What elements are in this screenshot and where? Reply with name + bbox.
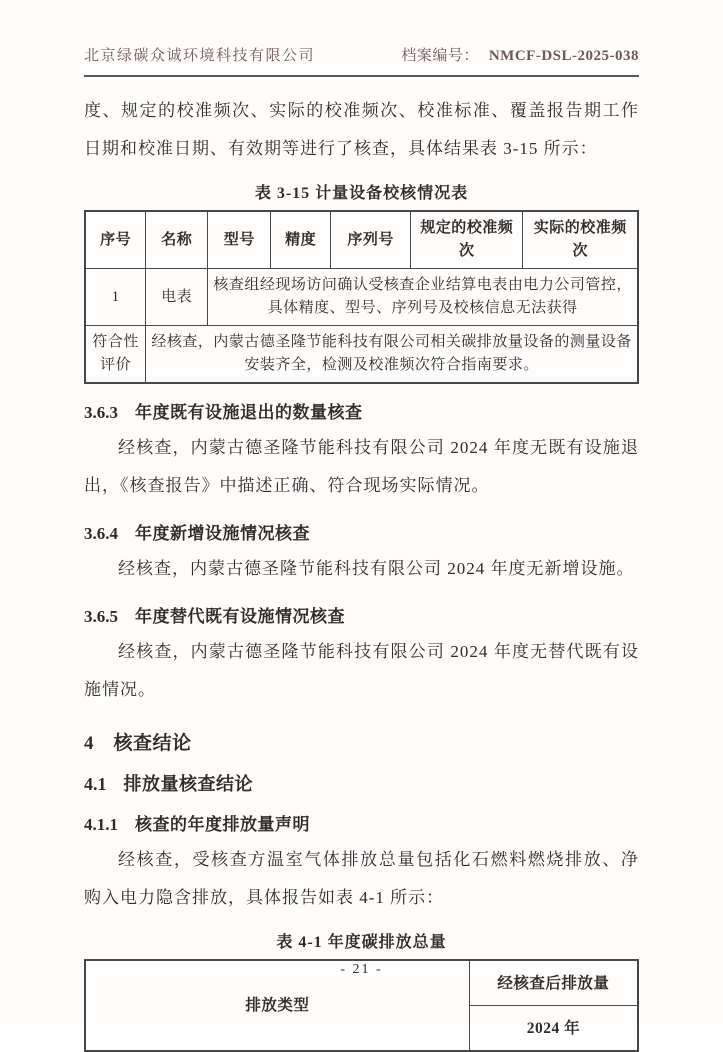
archive-number-value: NMCF-DSL-2025-038 <box>488 48 639 64</box>
col-header-actual-freq: 实际的校准频次 <box>523 211 638 269</box>
section-number: 4.1 <box>84 774 107 794</box>
col-header-model: 型号 <box>208 211 271 269</box>
col-header-required-freq: 规定的校准频次 <box>411 211 523 269</box>
table-row <box>85 326 638 384</box>
cell-seq: 1 <box>85 269 146 326</box>
cell-verified-emission: 经核查后排放量 <box>469 960 638 1006</box>
table-row <box>85 269 638 326</box>
table-3-15-caption: 表 3-15 计量设备校核情况表 <box>254 185 469 202</box>
col-header-precision: 精度 <box>271 211 331 269</box>
section-heading-4-1-1 <box>84 810 639 835</box>
col-header-seq: 序号 <box>85 211 146 269</box>
section-number: 3.6.4 <box>84 524 118 543</box>
section-paragraph-3-6-5: 经核查，内蒙古德圣隆节能科技有限公司 2024 年度无替代既有设施情况。 <box>84 642 639 699</box>
section-title: 核查的年度排放量声明 <box>135 815 310 834</box>
section-title: 核查结论 <box>113 733 192 754</box>
section-number: 3.6.5 <box>84 607 118 626</box>
section-heading-3-6-5 <box>84 602 639 627</box>
page-number: - 21 - <box>340 962 383 977</box>
section-number: 4 <box>84 733 94 754</box>
section-heading-4 <box>84 728 639 755</box>
table-4-1-caption: 表 4-1 年度碳排放总量 <box>276 934 447 951</box>
cell-meter-detail: 核查组经现场访问确认受核查企业结算电表由电力公司管控，具体精度、型号、序列号及校核信息无法获得 <box>208 269 638 326</box>
section-paragraph-3-6-3: 经核查，内蒙古德圣隆节能科技有限公司 2024 年度无既有设施退出，《核查报告》中描述正确、符合现场实际情况。 <box>84 438 639 495</box>
cell-year: 2024 年 <box>469 1006 638 1052</box>
section-title: 年度既有设施退出的数量核查 <box>135 403 363 422</box>
section-paragraph-4-1-1: 经核查，受核查方温室气体排放总量包括化石燃料燃烧排放、净购入电力隐含排放，具体报告如表 4-1 所示： <box>84 850 639 907</box>
section-title: 年度替代既有设施情况核查 <box>135 607 345 626</box>
archive-number <box>401 44 639 65</box>
cell-conformity-detail: 经核查，内蒙古德圣隆节能科技有限公司相关碳排放量设备的测量设备安装齐全，检测及校准频次符合指南要求。 <box>146 326 638 384</box>
intro-paragraph: 度、规定的校准频次、实际的校准频次、校准标准、覆盖报告期工作日期和校准日期、有效期等进行了核查，具体结果表 3-15 所示： <box>84 101 639 158</box>
page-header <box>84 40 639 77</box>
table-row <box>85 211 638 269</box>
cell-name: 电表 <box>146 269 208 326</box>
section-heading-4-1 <box>84 770 639 796</box>
section-heading-3-6-4 <box>84 519 639 544</box>
section-paragraph-3-6-4: 经核查，内蒙古德圣隆节能科技有限公司 2024 年度无新增设施。 <box>118 559 635 578</box>
archive-number-label: 档案编号： <box>401 48 479 64</box>
section-title: 年度新增设施情况核查 <box>135 524 310 543</box>
section-number: 4.1.1 <box>84 815 118 834</box>
cell-emission-type: 排放类型 <box>85 960 469 1051</box>
section-title: 排放量核查结论 <box>123 774 253 794</box>
cell-conformity-label: 符合性评价 <box>85 326 146 384</box>
col-header-name: 名称 <box>146 211 208 269</box>
col-header-serial: 序列号 <box>331 211 411 269</box>
table-3-15 <box>84 210 639 384</box>
section-number: 3.6.3 <box>84 403 118 422</box>
company-name: 北京绿碳众诚环境科技有限公司 <box>84 48 316 64</box>
section-heading-3-6-3 <box>84 398 639 423</box>
